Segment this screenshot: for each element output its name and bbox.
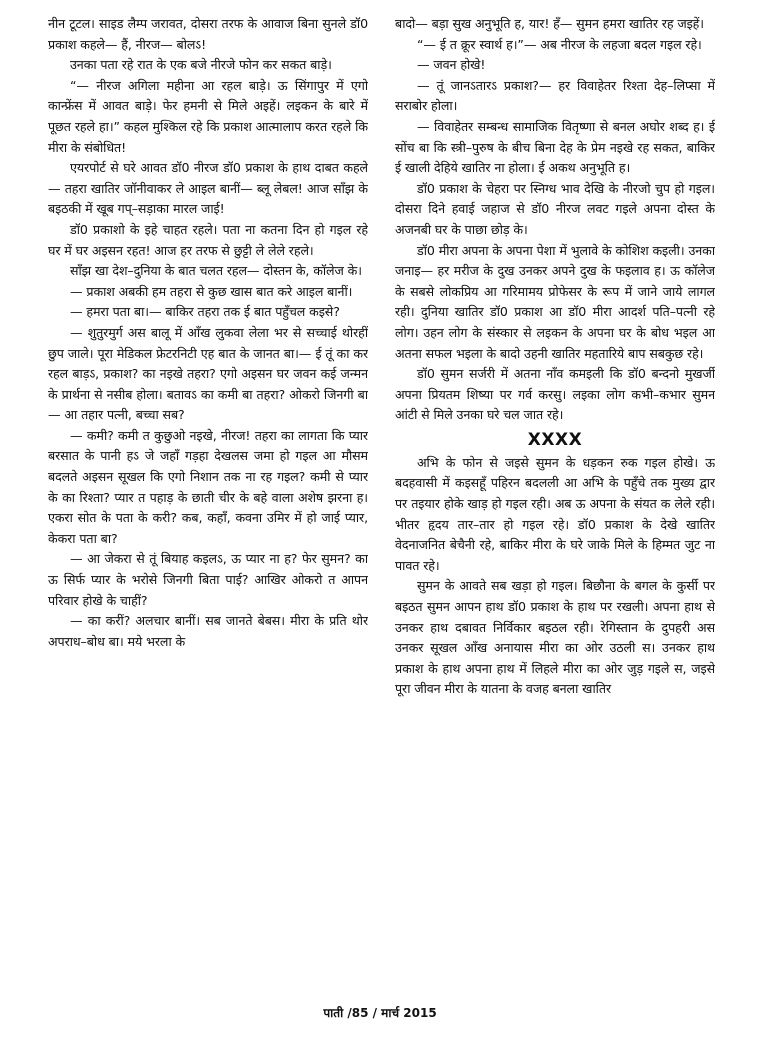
paragraph: — विवाहेतर सम्बन्ध सामाजिक वितृष्णा से बनल अघोर शब्द ह। ई सोंच बा कि स्त्री–पुरुष के बीच बिना देह के प्रेम नइखे रह सकत, बाकिर ई खाली देहिये खातिर ना होला। ई अकथ अनुभूति ह।	[395, 118, 715, 176]
paragraph: “— ई त क्रूर स्वार्थ ह।”— अब नीरज के लहजा बदल गइल रहे।	[417, 36, 702, 52]
paragraph: डॉ0 प्रकाशो के इहे चाहत रहले। पता ना कतना दिन हो गइल रहे घर में घर अइसन रहत! आज हर तरफ से छुट्टी ले लेले रहले।	[48, 221, 368, 258]
paragraph: — का करीं? अलचार बानीं। सब जानते बेबस। मीरा के प्रति थोर अपराध–बोध बा। मये भरला के	[48, 613, 368, 649]
paragraph: — शुतुरमुर्ग अस बालू में आँख लुकवा लेला भर से सच्चाई थोरहीं छुप जाले। पूरा मेडिकल फ्रेटरनिटी एह बात के जानत बा।— ई तूं का कर रहल बाड़ऽ, प्रकाश? का नइखे तहरा? एगो अइसन घर जवन कई जन्मन के प्रार्थना से नसीब होला। बतावऽ का कमी बा तहरा? ओकरो जिनगी बा— आ तहार पत्नी, बच्चा सब?	[48, 324, 368, 423]
left-column	[48, 14, 368, 999]
paragraph: — कमी? कमी त कुछुओ नइखे, नीरज! तहरा का लागता कि प्यार बरसात के पानी हऽ जे जहाँ गड़हा देखलस जमा हो गइल आ मौसम बदलते अइसन सूखल कि एगो निशान तक ना रह गइल? कमी से प्यार के का रिश्ता? प्यार त पहाड़ के छाती चीर के बहे वाला अशेष झरना ह। एकरा सोत के पता के करी? कब, कहाँ, कवना उमिर में हो जाई प्यार, केकरा पता बा?	[48, 427, 368, 546]
paragraph: डॉ0 प्रकाश के चेहरा पर स्निग्ध भाव देखि के नीरजो चुप हो गइल। दोसरा दिने हवाई जहाज से डॉ0 नीरज लवट गइले अपना दोस्त के अजनबी घर के पाछा छोड़ के।	[395, 180, 715, 237]
paragraph: डॉ0 मीरा अपना के अपना पेशा में भुलावे के कोशिश कइली। उनका जनाइ— हर मरीज के दुख उनकर अपने दुख के फइलाव ह। ऊ कॉलेज के सबसे लोकप्रिय आ गरिमामय प्रोफेसर के रूप में जाने जाये लागल रही। दुनिया खातिर डॉ0 प्रकाश आ डॉ0 मीरा आदर्श पति–पत्नी रहे लोग। उहन लोग के संस्कार से लइकन के अपना घर के बोध भइल आ अतना सफल भइला के बादो उहनी खातिर महतारिये बाप सबकुछ रहे।	[395, 242, 715, 361]
paragraph: साँझ खा देश–दुनिया के बात चलत रहल— दोस्तन के, कॉलेज के।	[70, 263, 362, 279]
paragraph: एयरपोर्ट से घरे आवत डॉ0 नीरज डॉ0 प्रकाश के हाथ दाबत कहले— तहरा खातिर जॉनीवाकर ले आइल बानीं— ब्लू लेबल! आज साँझ के बइठकी में खूब गप्–सड़ाका मारल जाई!	[48, 160, 368, 217]
right-column	[395, 14, 715, 999]
paragraph: — प्रकाश अबकी हम तहरा से कुछ खास बात करे आइल बानीं।	[70, 283, 353, 299]
paragraph: डॉ0 सुमन सर्जरी में अतना नाँव कमइली कि डॉ0 बन्दनो मुखर्जी अपना प्रियतम शिष्या पर गर्व करसु। लइका लोग कभी–कभार सुमन आंटी से मिले उनका घरे चल जात रहे।	[395, 366, 715, 423]
paragraph: अभि के फोन से जइसे सुमन के धड़कन रुक गइल होखे। ऊ बदहवासी में कइसहूँ पहिरन बदलली आ अभि के पहुँचे तक मुख्य द्वार पर तइयार होके खाड़ हो गइल रही। अब ऊ अपना के संयत क लेले रही। भीतर हृदय तार–तार हो गइल रहे। डॉ0 प्रकाश के देखे खातिर वेदनाजनित बेचैनी रहे, बाकिर मीरा के घरे जाके मिले के हिम्मत जुट ना पावत रहे।	[395, 454, 715, 573]
paragraph: — हमरा पता बा।— बाकिर तहरा तक ई बात पहुँचल कइसे?	[70, 304, 340, 320]
paragraph: उनका पता रहे रात के एक बजे नीरजे फोन कर सकत बाड़े।	[70, 57, 332, 73]
paragraph: — जवन होखे!	[417, 57, 486, 73]
paragraph: — तूं जानऽतारऽ प्रकाश?— हर विवाहेतर रिश्ता देह–लिप्सा में सराबोर होला।	[395, 77, 715, 114]
paragraph: — आ जेकरा से तूं बियाह कइलऽ, ऊ प्यार ना ह? फेर सुमन? का ऊ सिर्फ प्यार के भरोसे जिनगी बिता पाई? आखिर ओकरो त आपन परिवार होखे के चाहीं?	[48, 551, 368, 608]
paragraph: सुमन के आवते सब खड़ा हो गइल। बिछौना के बगल के कुर्सी पर बइठत सुमन आपन हाथ डॉ0 प्रकाश के हाथ पर रखली। अपना हाथ से उनकर हाथ दबावत निर्विकार बइठल रही। रेगिस्तान के दुपहरी अस उनकर सूखल आँख अनायास मीरा का ओर उठली स। उनकर हाथ प्रकाश के हाथ अपना हाथ में लिहले मीरा का ओर जुड़ गइले स, जइसे पूरा जीवन मीरा के यातना के वजह बनला खातिर	[395, 578, 715, 697]
paragraph: नीन टूटल। साइड लैम्प जरावत, दोसरा तरफ के आवाज बिना सुनले डॉ0 प्रकाश कहले— हैं, नीरज— बोलऽ!	[48, 16, 368, 52]
paragraph: बादो— बड़ा सुख अनुभूति ह, यार! हँ— सुमन हमरा खातिर रह जइहें।	[395, 16, 704, 31]
section-separator: XXXX	[527, 429, 583, 450]
page-footer: पाती /85 / मार्च 2015	[323, 1006, 437, 1020]
paragraph: “— नीरज अगिला महीना आ रहल बाड़े। ऊ सिंगापुर में एगो कान्फ्रेंस में आवत बाड़े। फेर हमनी से मिले अइहें। लइकन के बारे में पूछत रहले हा।” कहल मुश्किल रहे कि प्रकाश आत्मालाप करत रहले कि मीरा के संबोधित!	[48, 77, 368, 155]
